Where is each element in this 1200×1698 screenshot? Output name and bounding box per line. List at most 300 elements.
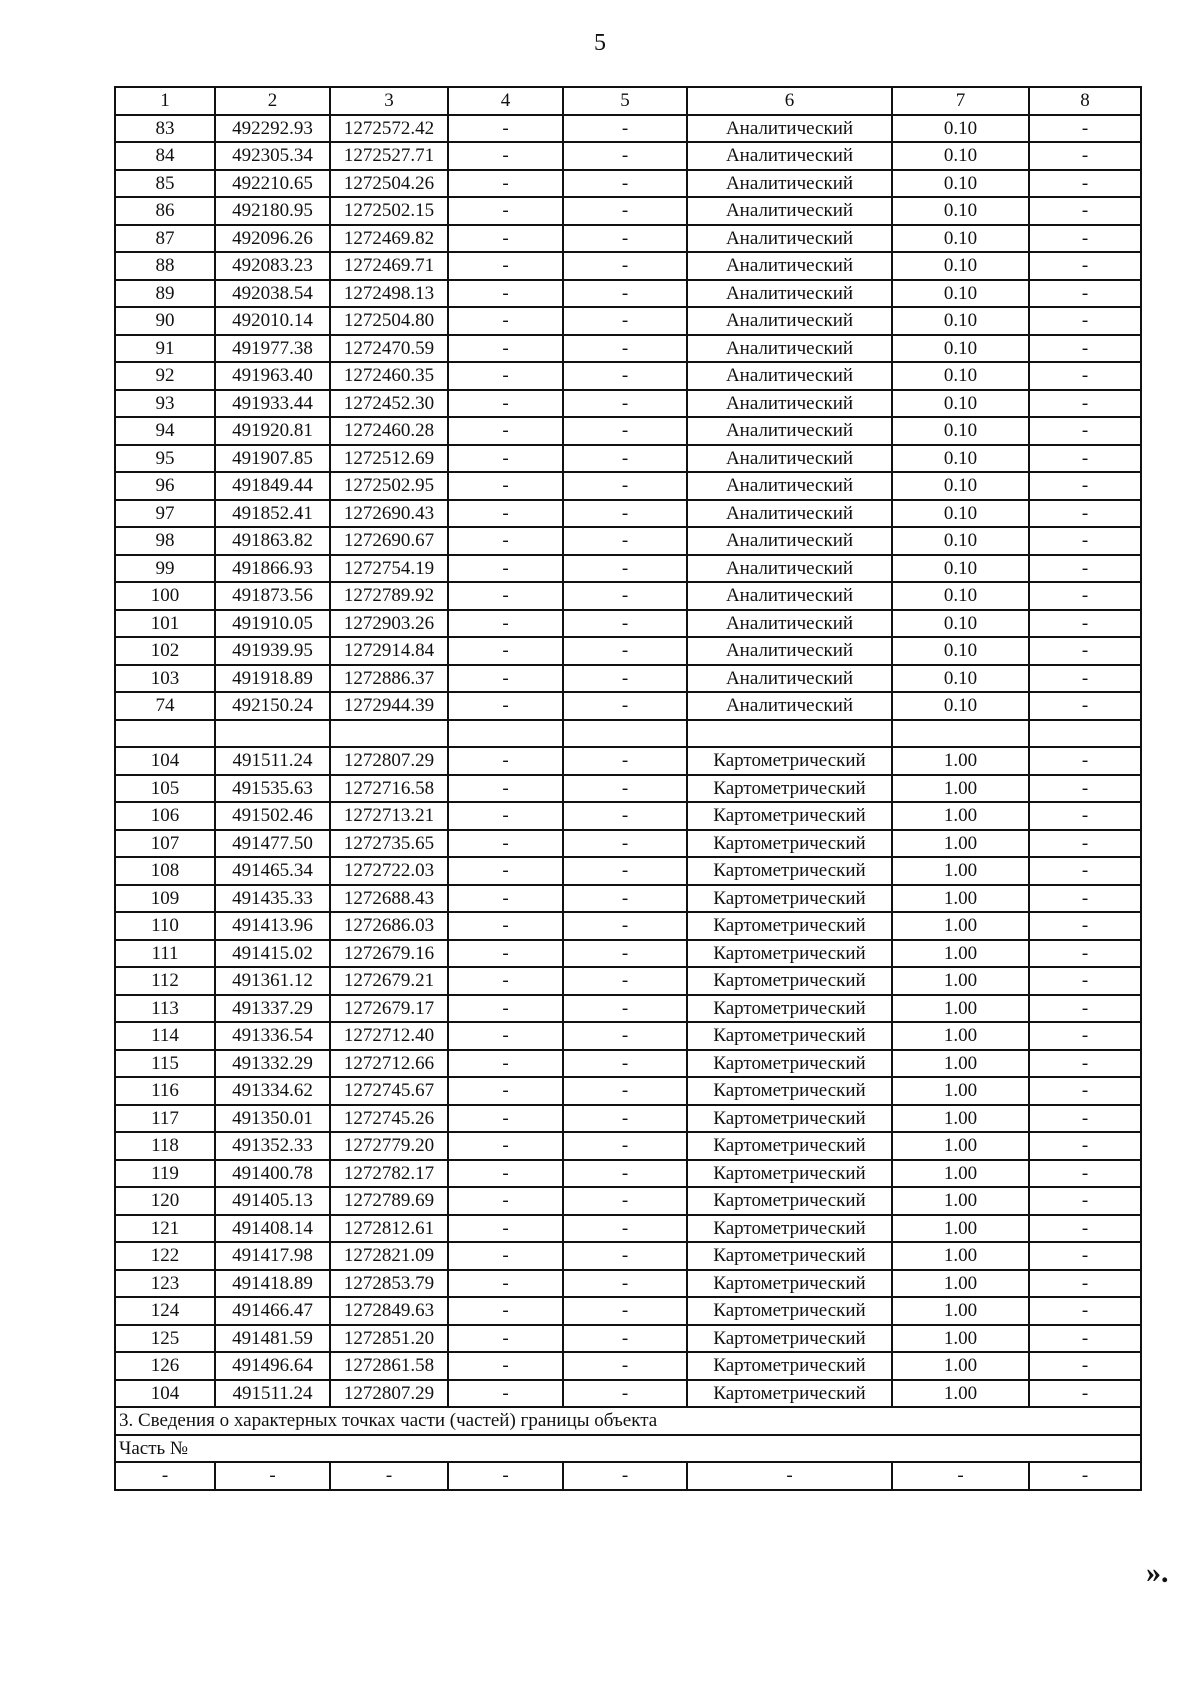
- table-cell: 1272690.43: [330, 500, 448, 528]
- table-cell: 491337.29: [215, 995, 330, 1023]
- table-cell: -: [563, 142, 687, 170]
- table-cell: 1.00: [892, 775, 1029, 803]
- table-cell: 108: [115, 857, 215, 885]
- table-row: [115, 637, 1141, 665]
- table-cell: -: [563, 1462, 687, 1490]
- table-cell: -: [448, 692, 563, 720]
- table-cell: 0.10: [892, 335, 1029, 363]
- table-cell: -: [1029, 692, 1141, 720]
- table-cell: -: [1029, 1105, 1141, 1133]
- table-cell: 491866.93: [215, 555, 330, 583]
- column-header: 3: [330, 87, 448, 115]
- table-cell: 1.00: [892, 912, 1029, 940]
- table-cell: -: [448, 857, 563, 885]
- table-cell: Картометрический: [687, 1352, 892, 1380]
- table-cell: Аналитический: [687, 555, 892, 583]
- table-cell: -: [215, 1462, 330, 1490]
- boundary-points-table: [114, 86, 1142, 1491]
- table-row: [115, 1132, 1141, 1160]
- table-cell: 1272754.19: [330, 555, 448, 583]
- table-cell: 120: [115, 1187, 215, 1215]
- table-cell: 0.10: [892, 307, 1029, 335]
- table-cell: -: [563, 280, 687, 308]
- table-cell: -: [563, 1077, 687, 1105]
- table-cell: -: [448, 362, 563, 390]
- table-cell: -: [448, 335, 563, 363]
- table-cell: -: [448, 225, 563, 253]
- table-row: [115, 747, 1141, 775]
- table-cell: -: [563, 637, 687, 665]
- table-cell: -: [1029, 1132, 1141, 1160]
- table-cell: 1272807.29: [330, 1380, 448, 1408]
- table-cell: 1.00: [892, 1380, 1029, 1408]
- table-cell: -: [448, 1187, 563, 1215]
- table-cell: -: [1029, 1352, 1141, 1380]
- table-cell: 1272686.03: [330, 912, 448, 940]
- table-cell: 1272469.71: [330, 252, 448, 280]
- table-cell: -: [1029, 1160, 1141, 1188]
- table-cell: -: [1029, 170, 1141, 198]
- table-cell: 115: [115, 1050, 215, 1078]
- table-cell: -: [448, 775, 563, 803]
- table-cell: 104: [115, 747, 215, 775]
- table-cell: -: [563, 1215, 687, 1243]
- table-cell: Аналитический: [687, 390, 892, 418]
- table-cell: 97: [115, 500, 215, 528]
- column-header: 7: [892, 87, 1029, 115]
- table-cell: 491920.81: [215, 417, 330, 445]
- table-cell: 491408.14: [215, 1215, 330, 1243]
- table-cell: -: [448, 940, 563, 968]
- table-cell: 491852.41: [215, 500, 330, 528]
- table-row: [115, 940, 1141, 968]
- table-cell: 491907.85: [215, 445, 330, 473]
- page-number: 5: [594, 30, 606, 56]
- table-cell: 1.00: [892, 1242, 1029, 1270]
- table-cell: 492010.14: [215, 307, 330, 335]
- table-cell: 1.00: [892, 1077, 1029, 1105]
- table-cell: -: [563, 995, 687, 1023]
- table-cell: 1272512.69: [330, 445, 448, 473]
- table-cell: 491502.46: [215, 802, 330, 830]
- table-cell: 491405.13: [215, 1187, 330, 1215]
- table-cell: Картометрический: [687, 1132, 892, 1160]
- table-row: [115, 307, 1141, 335]
- table-cell: -: [563, 967, 687, 995]
- table-cell: [115, 720, 215, 748]
- table-cell: -: [563, 1187, 687, 1215]
- table-cell: -: [1029, 912, 1141, 940]
- table-cell: -: [1029, 280, 1141, 308]
- table-cell: -: [448, 610, 563, 638]
- table-cell: 0.10: [892, 637, 1029, 665]
- table-cell: -: [1029, 307, 1141, 335]
- table-row: [115, 1187, 1141, 1215]
- table-cell: 1272789.92: [330, 582, 448, 610]
- table-cell: -: [563, 1270, 687, 1298]
- table-cell: 1.00: [892, 1105, 1029, 1133]
- table-cell: 1272849.63: [330, 1297, 448, 1325]
- table-row: [115, 252, 1141, 280]
- table-cell: 1272745.67: [330, 1077, 448, 1105]
- table-cell: Картометрический: [687, 885, 892, 913]
- table-cell: 1272853.79: [330, 1270, 448, 1298]
- part-label: Часть №: [115, 1435, 1141, 1463]
- table-cell: 102: [115, 637, 215, 665]
- table-cell: Картометрический: [687, 1105, 892, 1133]
- table-cell: [448, 720, 563, 748]
- table-cell: 491977.38: [215, 335, 330, 363]
- table-cell: 122: [115, 1242, 215, 1270]
- table-cell: 1272470.59: [330, 335, 448, 363]
- table-cell: 1272944.39: [330, 692, 448, 720]
- table-cell: Картометрический: [687, 1077, 892, 1105]
- table-cell: 0.10: [892, 582, 1029, 610]
- table-row: [115, 1297, 1141, 1325]
- table-cell: -: [563, 912, 687, 940]
- table-cell: 88: [115, 252, 215, 280]
- table-cell: 0.10: [892, 610, 1029, 638]
- table-cell: 1272779.20: [330, 1132, 448, 1160]
- table-cell: Картометрический: [687, 940, 892, 968]
- table-cell: 98: [115, 527, 215, 555]
- table-cell: -: [448, 637, 563, 665]
- table-cell: -: [448, 1242, 563, 1270]
- table-cell: 1.00: [892, 1022, 1029, 1050]
- table-cell: Картометрический: [687, 1050, 892, 1078]
- table-cell: 491918.89: [215, 665, 330, 693]
- table-cell: 0.10: [892, 665, 1029, 693]
- table-row: [115, 967, 1141, 995]
- table-cell: 1272812.61: [330, 1215, 448, 1243]
- table-cell: Аналитический: [687, 417, 892, 445]
- table-cell: -: [448, 170, 563, 198]
- table-cell: 119: [115, 1160, 215, 1188]
- table-cell: -: [448, 115, 563, 143]
- table-cell: 113: [115, 995, 215, 1023]
- table-row: [115, 362, 1141, 390]
- column-header: 4: [448, 87, 563, 115]
- table-cell: 0.10: [892, 417, 1029, 445]
- table-cell: -: [448, 417, 563, 445]
- table-cell: -: [448, 747, 563, 775]
- table-cell: 1272712.66: [330, 1050, 448, 1078]
- table-cell: 0.10: [892, 115, 1029, 143]
- table-row: [115, 445, 1141, 473]
- table-cell: 1.00: [892, 885, 1029, 913]
- table-cell: 124: [115, 1297, 215, 1325]
- table-cell: -: [448, 1077, 563, 1105]
- table-cell: Картометрический: [687, 1160, 892, 1188]
- table-cell: Картометрический: [687, 857, 892, 885]
- table-cell: Аналитический: [687, 335, 892, 363]
- table-cell: 492210.65: [215, 170, 330, 198]
- table-cell: -: [1029, 1242, 1141, 1270]
- table-cell: 117: [115, 1105, 215, 1133]
- table-cell: Аналитический: [687, 582, 892, 610]
- table-cell: 491352.33: [215, 1132, 330, 1160]
- table-cell: 1272851.20: [330, 1325, 448, 1353]
- table-cell: 1.00: [892, 1050, 1029, 1078]
- table-cell: Картометрический: [687, 1215, 892, 1243]
- empty-part-row: [115, 1462, 1141, 1490]
- table-cell: 92: [115, 362, 215, 390]
- table-cell: -: [330, 1462, 448, 1490]
- table-cell: -: [1029, 637, 1141, 665]
- column-header: 2: [215, 87, 330, 115]
- table-cell: 112: [115, 967, 215, 995]
- table-cell: -: [563, 500, 687, 528]
- table-cell: -: [448, 1462, 563, 1490]
- table-cell: -: [563, 802, 687, 830]
- table-cell: -: [563, 527, 687, 555]
- table-cell: 87: [115, 225, 215, 253]
- table-cell: -: [563, 445, 687, 473]
- table-cell: 95: [115, 445, 215, 473]
- table-cell: 1.00: [892, 1325, 1029, 1353]
- table-cell: -: [448, 885, 563, 913]
- table-cell: 83: [115, 115, 215, 143]
- table-cell: 103: [115, 665, 215, 693]
- table-cell: -: [1029, 857, 1141, 885]
- table-cell: -: [563, 1242, 687, 1270]
- table-row: [115, 500, 1141, 528]
- table-row: [115, 472, 1141, 500]
- table-cell: Картометрический: [687, 830, 892, 858]
- table-row: [115, 1242, 1141, 1270]
- table-row: [115, 692, 1141, 720]
- table-cell: Аналитический: [687, 197, 892, 225]
- column-header: 6: [687, 87, 892, 115]
- table-cell: 125: [115, 1325, 215, 1353]
- table-cell: -: [448, 1270, 563, 1298]
- table-cell: -: [448, 280, 563, 308]
- table-cell: -: [448, 1380, 563, 1408]
- table-row: [115, 582, 1141, 610]
- table-header-row: [115, 87, 1141, 115]
- table-cell: 1272690.67: [330, 527, 448, 555]
- table-cell: 0.10: [892, 555, 1029, 583]
- table-cell: 1272504.26: [330, 170, 448, 198]
- table-cell: -: [1029, 747, 1141, 775]
- table-cell: 1272789.69: [330, 1187, 448, 1215]
- table-cell: -: [448, 1132, 563, 1160]
- table-cell: 126: [115, 1352, 215, 1380]
- table-row: [115, 1352, 1141, 1380]
- table-cell: -: [563, 1297, 687, 1325]
- table-cell: -: [448, 665, 563, 693]
- table-cell: 0.10: [892, 362, 1029, 390]
- table-cell: -: [892, 1462, 1029, 1490]
- table-cell: 100: [115, 582, 215, 610]
- table-cell: Аналитический: [687, 472, 892, 500]
- table-cell: 491535.63: [215, 775, 330, 803]
- table-cell: Картометрический: [687, 967, 892, 995]
- table-row: [115, 225, 1141, 253]
- table-cell: 491413.96: [215, 912, 330, 940]
- table-cell: 1272504.80: [330, 307, 448, 335]
- table-cell: Картометрический: [687, 1187, 892, 1215]
- table-row: [115, 1022, 1141, 1050]
- table-cell: 1272722.03: [330, 857, 448, 885]
- table-row: [115, 857, 1141, 885]
- table-cell: -: [1029, 555, 1141, 583]
- table-cell: 0.10: [892, 225, 1029, 253]
- table-cell: 1272807.29: [330, 747, 448, 775]
- table-row: [115, 1270, 1141, 1298]
- table-cell: [330, 720, 448, 748]
- table-cell: 1.00: [892, 830, 1029, 858]
- table-cell: -: [563, 1352, 687, 1380]
- table-cell: -: [1029, 390, 1141, 418]
- table-cell: -: [448, 1215, 563, 1243]
- table-cell: 1.00: [892, 1297, 1029, 1325]
- table-cell: -: [563, 362, 687, 390]
- table-cell: -: [1029, 225, 1141, 253]
- table-cell: 1272572.42: [330, 115, 448, 143]
- table-cell: 99: [115, 555, 215, 583]
- table-cell: -: [448, 307, 563, 335]
- table-cell: 491417.98: [215, 1242, 330, 1270]
- table-cell: -: [1029, 252, 1141, 280]
- table-cell: Аналитический: [687, 252, 892, 280]
- table-cell: 1272745.26: [330, 1105, 448, 1133]
- table-cell: -: [563, 1380, 687, 1408]
- table-cell: -: [563, 747, 687, 775]
- table-cell: 491910.05: [215, 610, 330, 638]
- table-cell: -: [115, 1462, 215, 1490]
- table-cell: 96: [115, 472, 215, 500]
- table-cell: -: [1029, 802, 1141, 830]
- table-cell: 491334.62: [215, 1077, 330, 1105]
- table-cell: Аналитический: [687, 665, 892, 693]
- table-cell: -: [1029, 940, 1141, 968]
- table-cell: -: [563, 830, 687, 858]
- table-cell: 1272469.82: [330, 225, 448, 253]
- table-cell: [215, 720, 330, 748]
- table-cell: 91: [115, 335, 215, 363]
- table-cell: -: [1029, 995, 1141, 1023]
- table-cell: Картометрический: [687, 1325, 892, 1353]
- table-cell: -: [563, 417, 687, 445]
- table-cell: -: [448, 252, 563, 280]
- table-cell: -: [1029, 1022, 1141, 1050]
- table-cell: 1272821.09: [330, 1242, 448, 1270]
- table-cell: Картометрический: [687, 995, 892, 1023]
- table-cell: -: [563, 1105, 687, 1133]
- table-cell: -: [563, 775, 687, 803]
- table-cell: -: [563, 390, 687, 418]
- table-cell: 116: [115, 1077, 215, 1105]
- table-cell: 1272502.15: [330, 197, 448, 225]
- table-cell: 1.00: [892, 1215, 1029, 1243]
- table-cell: 491400.78: [215, 1160, 330, 1188]
- table-cell: 1272735.65: [330, 830, 448, 858]
- table-cell: Картометрический: [687, 912, 892, 940]
- table-cell: -: [563, 1325, 687, 1353]
- table-row: [115, 1105, 1141, 1133]
- table-cell: [563, 720, 687, 748]
- table-cell: 1272679.21: [330, 967, 448, 995]
- table-cell: -: [563, 115, 687, 143]
- table-cell: -: [1029, 197, 1141, 225]
- table-cell: Аналитический: [687, 362, 892, 390]
- table-cell: -: [1029, 610, 1141, 638]
- table-cell: -: [563, 610, 687, 638]
- column-header: 5: [563, 87, 687, 115]
- table-row: [115, 912, 1141, 940]
- table-cell: 492292.93: [215, 115, 330, 143]
- table-cell: 1.00: [892, 1187, 1029, 1215]
- table-cell: -: [563, 665, 687, 693]
- table-cell: Аналитический: [687, 500, 892, 528]
- table-cell: 101: [115, 610, 215, 638]
- table-cell: Аналитический: [687, 527, 892, 555]
- table-cell: 1.00: [892, 995, 1029, 1023]
- table-cell: -: [563, 170, 687, 198]
- table-row: [115, 527, 1141, 555]
- table-cell: 110: [115, 912, 215, 940]
- table-cell: -: [448, 500, 563, 528]
- table-cell: 0.10: [892, 197, 1029, 225]
- table-cell: 491511.24: [215, 747, 330, 775]
- table-cell: 1272452.30: [330, 390, 448, 418]
- table-cell: -: [448, 912, 563, 940]
- table-cell: 491496.64: [215, 1352, 330, 1380]
- table-cell: -: [448, 472, 563, 500]
- table-cell: 123: [115, 1270, 215, 1298]
- table-row: [115, 1215, 1141, 1243]
- table-cell: [687, 720, 892, 748]
- table-cell: -: [448, 1050, 563, 1078]
- table-cell: -: [448, 1352, 563, 1380]
- closing-quote-mark: ».: [1146, 1556, 1169, 1589]
- table-cell: 1272903.26: [330, 610, 448, 638]
- part-row: [115, 1435, 1141, 1463]
- table-cell: -: [1029, 472, 1141, 500]
- table-row: [115, 830, 1141, 858]
- table-cell: Аналитический: [687, 170, 892, 198]
- table-cell: -: [563, 1160, 687, 1188]
- table-cell: -: [1029, 445, 1141, 473]
- table-cell: 492180.95: [215, 197, 330, 225]
- table-row: [115, 1325, 1141, 1353]
- column-header: 1: [115, 87, 215, 115]
- table-row: [115, 335, 1141, 363]
- table-cell: -: [1029, 417, 1141, 445]
- table-cell: 1.00: [892, 802, 1029, 830]
- table-cell: 0.10: [892, 527, 1029, 555]
- table-cell: Аналитический: [687, 610, 892, 638]
- table-cell: 1.00: [892, 1132, 1029, 1160]
- table-cell: -: [1029, 665, 1141, 693]
- table-cell: 491939.95: [215, 637, 330, 665]
- table-cell: 1.00: [892, 747, 1029, 775]
- table-cell: -: [1029, 1462, 1141, 1490]
- table-cell: Картометрический: [687, 802, 892, 830]
- table-cell: 491873.56: [215, 582, 330, 610]
- table-cell: Картометрический: [687, 1380, 892, 1408]
- table-cell: -: [448, 1105, 563, 1133]
- table-cell: -: [563, 692, 687, 720]
- table-cell: 1272688.43: [330, 885, 448, 913]
- table-cell: 491933.44: [215, 390, 330, 418]
- table-row: [115, 720, 1141, 748]
- table-cell: -: [563, 252, 687, 280]
- table-cell: Аналитический: [687, 637, 892, 665]
- table-cell: 491418.89: [215, 1270, 330, 1298]
- table-cell: Аналитический: [687, 692, 892, 720]
